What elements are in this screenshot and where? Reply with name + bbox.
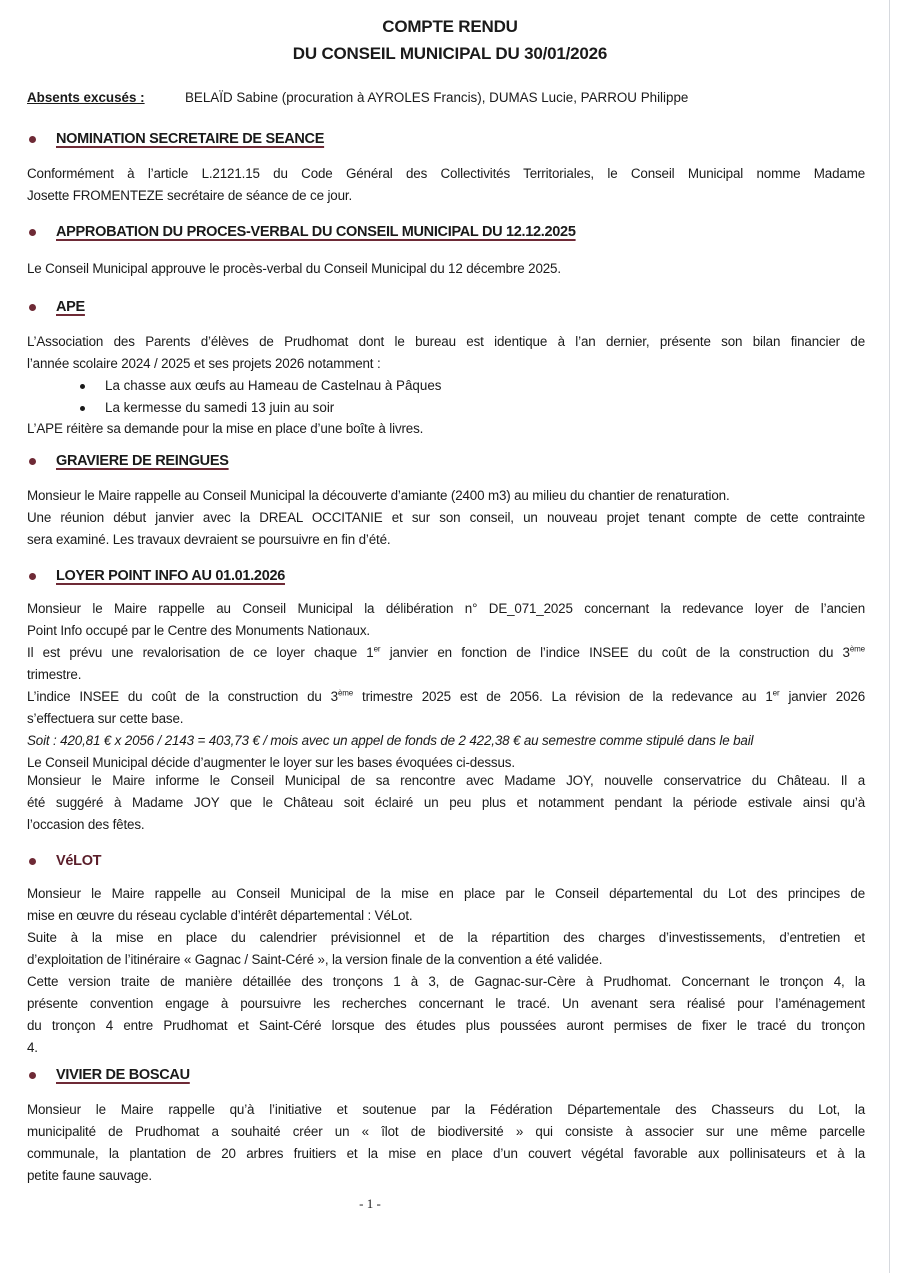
- section-heading-vivier: VIVIER DE BOSCAU: [27, 1067, 190, 1083]
- absents-label: Absents excusés :: [27, 90, 145, 105]
- section-heading-velot: VéLOT: [27, 853, 101, 869]
- bullet-icon: [29, 573, 36, 580]
- section-heading-nomination: NOMINATION SECRETAIRE DE SEANCE: [27, 131, 324, 147]
- bullet-icon: [80, 384, 85, 389]
- list-item: La chasse aux œufs au Hameau de Castelnau à Pâques: [108, 375, 441, 397]
- ape-followup: L’APE réitère sa demande pour la mise en place d’une boîte à livres.: [27, 421, 424, 436]
- bullet-icon: [29, 229, 36, 236]
- section-body-graviere: Monsieur le Maire rappelle au Conseil Municipal la découverte d’amiante (2400 m3) au milieu du chantier de renaturation. Une réunion début janvier avec la DREAL OCCITANIE et sur son conseil, un nouveau projet tenant compte de cette contrainte sera examiné. Les travaux devraient se poursuivre en fin d’été.: [27, 488, 865, 547]
- section-body-approbation: Le Conseil Municipal approuve le procès-verbal du Conseil Municipal du 12 décembre 2025.: [27, 261, 561, 276]
- section-body-vivier: Monsieur le Maire rappelle qu’à l’initiative et soutenue par la Fédération Départementale des Chasseurs du Lot, la municipalité de Prudhomat a souhaité créer un « îlot de biodiversité » qui consiste à associer sur une même parcelle communale, la plantation de 20 arbres fruitiers et la mise en place d’un couvert végétal favorable aux pollinisateurs et à la petite faune sauvage.: [27, 1102, 865, 1183]
- list-item: La kermesse du samedi 13 juin au soir: [108, 397, 441, 419]
- bullet-icon: [80, 406, 85, 411]
- page-number: - 1 -: [359, 1196, 381, 1211]
- section-body-ape: L’Association des Parents d’élèves de Prudhomat dont le bureau est identique à l’an dernier, présente son bilan financier de l’année scolaire 2024 / 2025 et ses projets 2026 notamment :: [27, 334, 865, 371]
- bullet-icon: [29, 858, 36, 865]
- ape-project-list: [105, 375, 442, 419]
- section-heading-loyer: LOYER POINT INFO AU 01.01.2026: [27, 568, 285, 584]
- section-body-loyer: Monsieur le Maire rappelle au Conseil Municipal la délibération n° DE_071_2025 concernant la redevance loyer de l’ancien Point Info occupé par le Centre des Monuments Nationaux. Il est prévu une revalorisation de ce loyer chaque 1er janvier en fonction de l’indice INSEE du coût de la construction du 3ème trimestre. L’indice INSEE du coût de la construction du 3ème trimestre 2025 est de 2056. La révision de la redevance au 1er janvier 2026 s’effectuera sur cette base. Soit : 420,81 € x 2056 / 2143 = 403,73 € / mois avec un appel de fonds de 2 422,38 € au semestre comme stipulé dans le bail Le Conseil Municipal décide d’augmenter le loyer sur les bases évoquées ci-dessus.: [27, 601, 865, 770]
- absents-row: [27, 90, 688, 105]
- bullet-icon: [29, 136, 36, 143]
- page-edge-rule: [889, 0, 890, 1273]
- section-heading-graviere: GRAVIERE DE REINGUES: [27, 453, 229, 469]
- section-heading-ape: APE: [27, 299, 85, 315]
- absents-value: BELAÏD Sabine (procuration à AYROLES Francis), DUMAS Lucie, PARROU Philippe: [185, 90, 689, 105]
- section-heading-approbation: APPROBATION DU PROCES-VERBAL DU CONSEIL MUNICIPAL DU 12.12.2025: [27, 224, 576, 240]
- document-title: COMPTE RENDU: [382, 17, 518, 36]
- bullet-icon: [29, 304, 36, 311]
- bullet-icon: [29, 458, 36, 465]
- section-body-velot: Monsieur le Maire rappelle au Conseil Municipal de la mise en place par le Conseil départemental du Lot des principes de mise en œuvre du réseau cyclable d’intérêt départemental : VéLot. Suite à la mise en place du calendrier prévisionnel et de la répartition des charges d’investissements, d’entretien et d’exploitation de l’itinéraire « Gagnac / Saint-Céré », la version finale de la convention a été validée. Cette version traite de manière détaillée des tronçons 1 à 3, de Gagnac-sur-Cère à Prudhomat. Concernant le tronçon 4, la présente convention engage à poursuivre les recherches concernant le tracé. Un avenant sera réalisé pour l’aménagement du tronçon 4 entre Prudhomat et Saint-Céré lorsque des études plus poussées auront permises de fixer le tracé du tronçon 4.: [27, 886, 865, 1055]
- section-body-chateau: Monsieur le Maire informe le Conseil Municipal de sa rencontre avec Madame JOY, nouvelle conservatrice du Château. Il a été suggéré à Madame JOY que le Château soit éclairé un peu plus et notamment pendant la période estivale ainsi qu’à l’occasion des fêtes.: [27, 773, 865, 832]
- bullet-icon: [29, 1072, 36, 1079]
- section-body-nomination: Conformément à l’article L.2121.15 du Code Général des Collectivités Territoriales, le Conseil Municipal nomme Madame Josette FROMENTEZE secrétaire de séance de ce jour.: [27, 166, 865, 203]
- document-subtitle: DU CONSEIL MUNICIPAL DU 30/01/2026: [292, 44, 608, 63]
